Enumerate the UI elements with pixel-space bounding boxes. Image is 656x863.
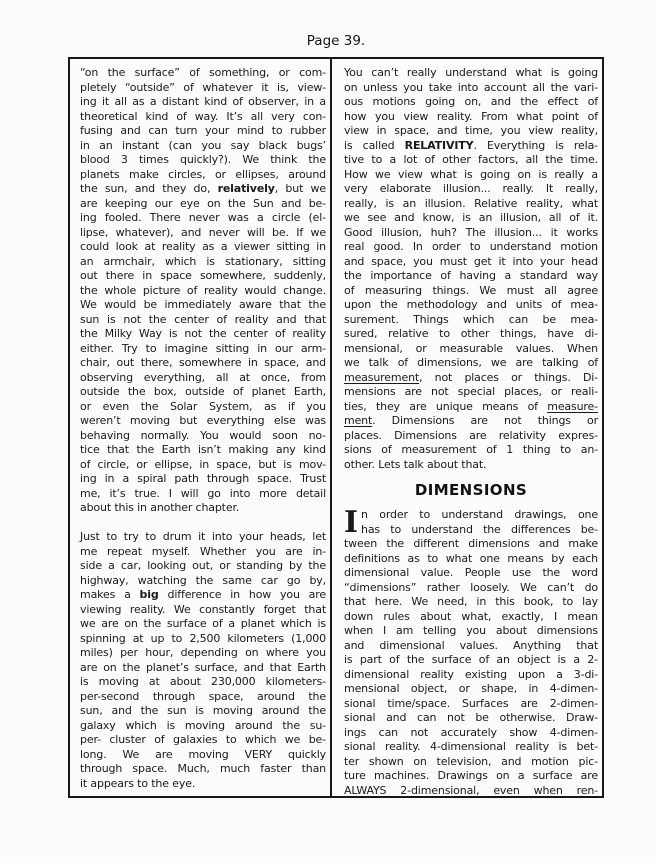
text-line: sional time/space. Surfaces are 2-dimen- [344, 696, 598, 710]
text-line: of circle, or ellipse, in space, but is mov- [80, 457, 326, 471]
text-line: that here. We need, in this book, to lay [344, 595, 598, 608]
text-line: on unless you take into account all the vari- [344, 80, 598, 94]
text-line: “on the surface” of something, or com- [80, 66, 326, 79]
text-line: How we view what is going on is really a [344, 167, 598, 181]
underlined-text: measure- [547, 399, 598, 413]
underlined-text: measurement [344, 370, 420, 384]
text-line: the importance of having a standard way [344, 269, 598, 282]
text-line: per-second through space, around the [80, 689, 326, 703]
text-line: lipse, whatever), and never will be. If we [80, 225, 326, 239]
text-line: view in space, and time, you view reality, [344, 124, 598, 137]
text-line: either. Try to imagine sitting in our arm- [80, 341, 326, 355]
text-line: and space, you must get it into your head [344, 254, 598, 268]
text-line: side a car, looking out, or standing by the [80, 559, 326, 572]
text-line: Just to try to drum it into your heads, let [80, 530, 326, 543]
text-line: planets make circles, or ellipses, around [80, 167, 326, 181]
right-column-top [344, 66, 598, 472]
text-line: down rules about what, exactly, I mean [344, 609, 598, 623]
text-line: real good. In order to understand motion [344, 240, 598, 253]
text-line: chair, out there, somewhere in space, and [80, 356, 326, 369]
text-line: Good illusion, huh? The illusion... it works [344, 225, 598, 239]
paragraph [80, 66, 326, 516]
underlined-text: ALWAYS [344, 783, 387, 797]
page-number: Page 39. [306, 33, 366, 49]
text-line: makes a big difference in how you are [80, 588, 326, 601]
left-column [70, 59, 330, 796]
text-line: mensional object, or shape, in 4-dimen- [344, 682, 598, 695]
text-line: out there in space somewhere, suddenly, [80, 269, 326, 282]
text-line: definitions as to what one means by each [344, 551, 598, 565]
text-line: really, is an illusion. Relative reality, what [344, 196, 598, 210]
text-line: surement. Things which can be mea- [344, 312, 598, 326]
text-line: about this in another chapter. [80, 501, 240, 514]
content-box [68, 57, 604, 798]
text-line: ings can not accurately show 4-dimen- [344, 725, 598, 739]
text-line: an armchair, which is stationary, sitting [80, 254, 326, 268]
text-line: are keeping our eye on the Sun and be- [80, 196, 326, 210]
text-line: pletely “outside” of whatever it is, view- [80, 80, 326, 94]
text-line: when I am telling you about dimensions [344, 624, 598, 637]
text-line: We would be immediately aware that the [80, 298, 326, 311]
text-line: we see and know, is an illusion, all of it. [344, 211, 598, 224]
section-heading: DIMENSIONS [414, 481, 528, 499]
text-line: weren’t moving but everything else was [80, 414, 326, 427]
text-line: n order to understand drawings, one [361, 508, 598, 521]
text-line: upon the methodology and units of mea- [344, 298, 598, 311]
bold-text: big [139, 588, 159, 601]
text-line: mensions are not special places, or reali- [344, 385, 598, 398]
text-line: observing everything, all at once, from [80, 370, 326, 384]
text-line: long. We are moving VERY quickly [80, 747, 326, 761]
text-line: viewing reality. We constantly forget that [80, 602, 326, 616]
text-line: me repeat myself. Whether you are in- [80, 544, 326, 558]
text-line: and dimensional values. Anything that [344, 638, 598, 652]
text-line: places. Dimensions are relativity expres- [344, 428, 598, 442]
text-line: or even the Solar System, as if you [80, 399, 326, 413]
paragraph [80, 530, 326, 791]
text-line: mensional, or measurable values. When [344, 341, 598, 355]
text-line: we are on the surface of a planet which is [80, 617, 326, 630]
text-line: other. Lets talk about that. [344, 457, 487, 471]
right-column [332, 59, 602, 796]
text-line: sured, relative to other things, have di- [344, 327, 598, 340]
text-line: could look at reality as a viewer sitting in [80, 240, 326, 253]
text-line: galaxy which is moving around the su- [80, 718, 326, 732]
text-line: blood 3 times quickly?). We think the [80, 153, 326, 166]
text-line: measurement, not places or things. Di- [344, 370, 598, 384]
text-line: ment. Dimensions are not things or [344, 414, 598, 427]
text-line: miles) per hour, depending on where you [80, 646, 326, 659]
text-line: sions of measurement of 1 thing to an- [344, 443, 598, 456]
bold-text: RELATIVITY [404, 138, 474, 152]
drop-cap: I [344, 505, 358, 540]
right-column-bottom [344, 505, 598, 798]
text-line: sional reality. 4-dimensional reality is bet- [344, 740, 598, 753]
text-line: very elaborate illusion... really. It really, [344, 182, 598, 195]
text-line: through space. Much, much faster than [80, 762, 326, 775]
text-line: highway, watching the same car go by, [80, 573, 326, 587]
text-line: “dimensions” rather loosely. We can’t do [344, 580, 598, 594]
text-line: the sun, and they do, relatively, but we [80, 182, 326, 195]
underlined-text: ment [344, 414, 373, 427]
text-line: dimensional reality existing upon a 3-di- [344, 667, 598, 681]
text-line: tice that the Earth isn’t making any kind [80, 443, 326, 456]
text-line: You can’t really understand what is going [344, 66, 598, 79]
text-line: ous motions going on, and the effect of [344, 95, 598, 108]
text-line: the whole picture of reality would change. [80, 283, 326, 297]
text-line: tive to a lot of other factors, all the time. [344, 153, 598, 166]
text-line: tween the different dimensions and make [344, 537, 598, 550]
text-line: how you view reality. From what point of [344, 109, 598, 123]
text-line: in an instant (can you say black bugs’ [80, 138, 326, 152]
text-line: me, it’s true. I will go into more detail [80, 486, 326, 500]
text-line: sun is not the center of reality and that [80, 312, 326, 326]
text-line: the Milky Way is not the center of reality [80, 327, 326, 340]
text-line: ties, they are unique means of measure- [344, 399, 598, 413]
text-line: ture machines. Drawings on a surface are [344, 769, 598, 782]
text-line: ter shown on television, and motion pic- [344, 754, 598, 768]
text-line: behaving normally. You would soon no- [80, 428, 326, 442]
text-line: sun, and the sun is moving around the [80, 704, 326, 717]
text-line: of measuring things. We must all agree [344, 283, 598, 297]
text-line: we talk of dimensions, we are talking of [344, 356, 598, 369]
text-line: is moving at about 230,000 kilometers- [80, 675, 326, 688]
text-line: has to understand the differences be- [361, 522, 598, 536]
text-line: spinning at up to 2,500 kilometers (1,000 [80, 631, 326, 645]
text-line: is part of the surface of an object is a 2- [344, 653, 598, 666]
text-line: outside the box, outside of planet Earth, [80, 385, 326, 398]
text-line: ing in a spiral path through space. Trust [80, 472, 326, 485]
text-line: per- cluster of galaxies to which we be- [80, 733, 326, 746]
text-line: fusing and can turn your mind to rubber [80, 124, 326, 137]
text-line: ing it all as a distant kind of observer, in a [80, 95, 326, 108]
text-line: ALWAYS 2-dimensional, even when ren- [344, 783, 598, 797]
text-line: are on the planet’s surface, and that Earth [80, 660, 326, 674]
text-line: is called RELATIVITY. Everything is rela- [344, 138, 598, 152]
bold-text: relatively [217, 182, 275, 195]
text-line: sional and can not be otherwise. Draw- [344, 711, 598, 724]
text-line: it appears to the eye. [80, 776, 196, 790]
text-line: ing fooled. There never was a circle (el- [80, 211, 326, 224]
paragraph [344, 505, 598, 798]
text-line: theoretical kind of way. It’s all very con- [80, 109, 326, 123]
paragraph [344, 66, 598, 472]
text-line: dimensional value. People use the word [344, 566, 598, 579]
